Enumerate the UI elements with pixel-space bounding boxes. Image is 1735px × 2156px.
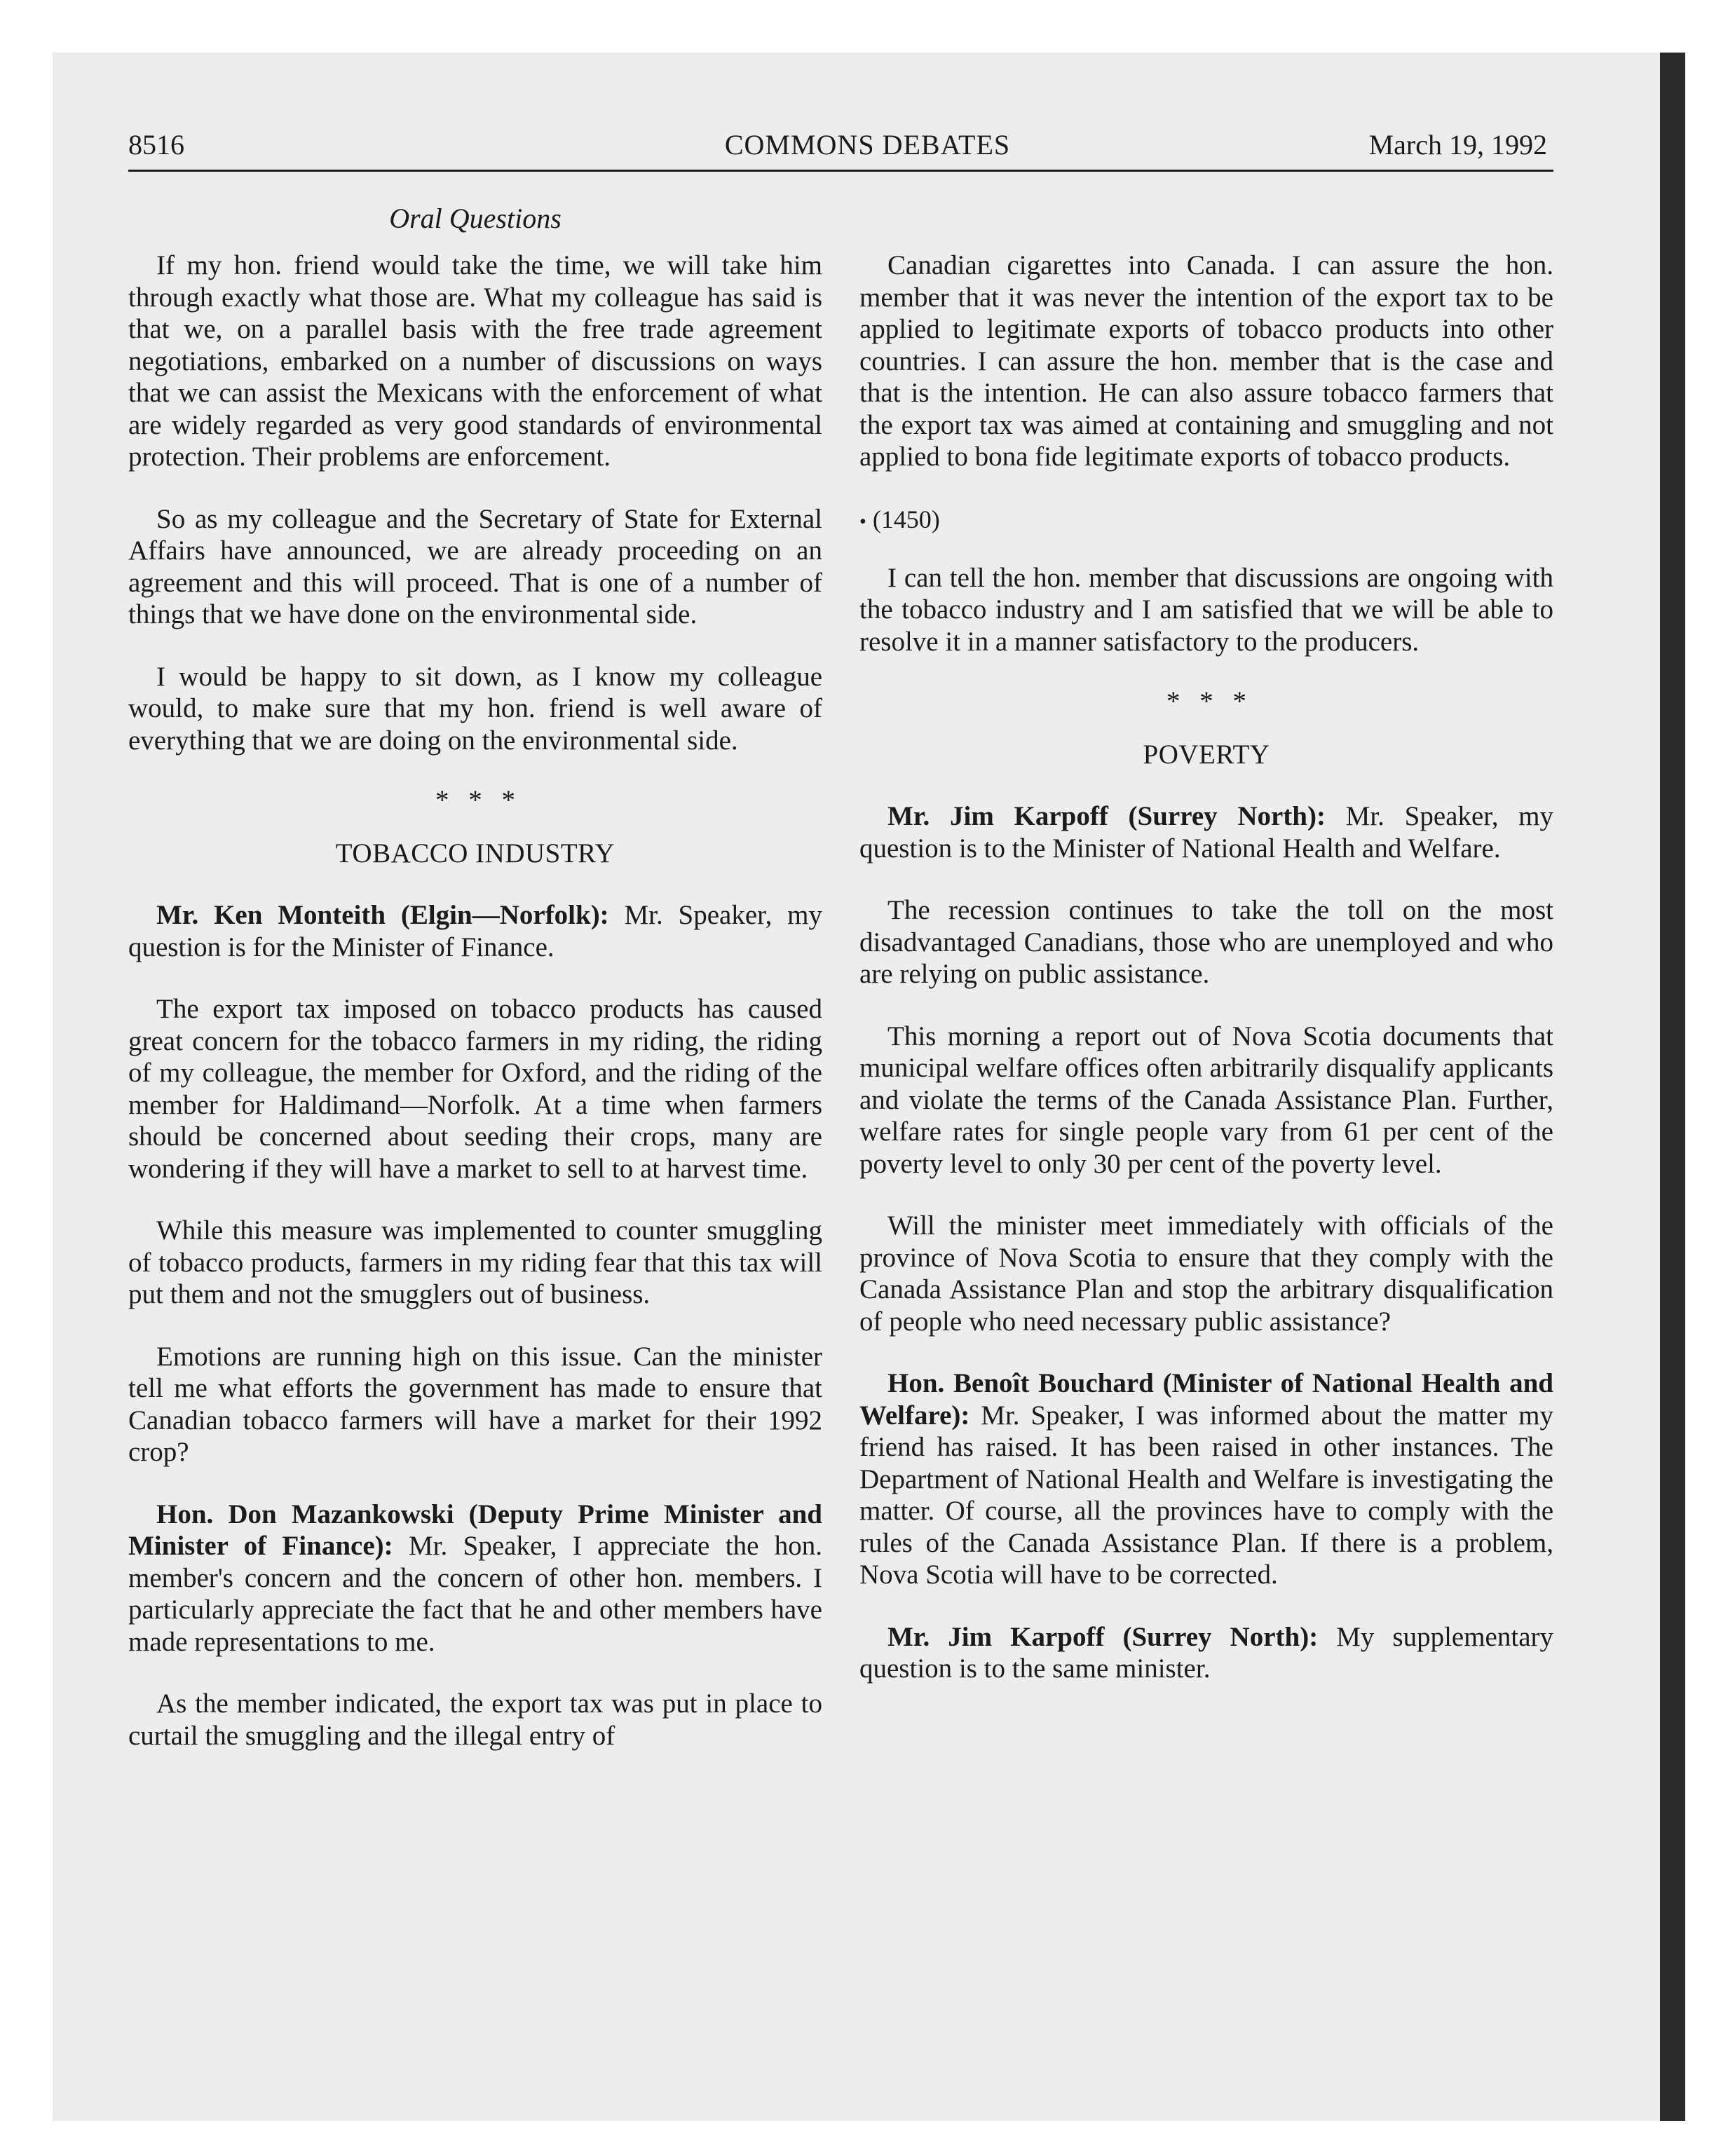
section-separator: * * * — [1166, 686, 1246, 716]
timestamp — [859, 503, 1553, 538]
paragraph: Emotions are running high on this issue. Can the minister tell me what efforts the government has made to ensure that Canadian tobacco farmers will have a market for their 1992 crop? — [128, 1341, 822, 1467]
page-date: March 19, 1992 — [1368, 129, 1547, 161]
section-label: Oral Questions — [389, 203, 562, 234]
section-heading: POVERTY — [1143, 739, 1270, 770]
section-heading: TOBACCO INDUSTRY — [335, 838, 615, 868]
right-column — [859, 250, 1553, 1715]
speech-text: Mr. Speaker, my question is for the Minister of Finance. — [128, 900, 822, 962]
journal-title: COMMONS DEBATES — [724, 129, 1011, 161]
paragraph: The export tax imposed on tobacco products has caused great concern for the tobacco farmers in my riding, the riding of my colleague, the member for Oxford, and the riding of the member for Haldimand—Norfolk. At a time when farmers should be concerned about seeding their crops, many are wondering if they will have a market to sell to at harvest time. — [128, 994, 822, 1184]
section-separator: * * * — [435, 785, 515, 815]
paragraph: I would be happy to sit down, as I know my colleague would, to make sure that my hon. friend is well aware of everything that we are doing on the environmental side. — [128, 661, 822, 756]
paragraph: Will the minister meet immediately with officials of the province of Nova Scotia to ensure that they comply with the Canada Assistance Plan and stop the arbitrary disqualification of people who need necessary public assistance? — [859, 1210, 1553, 1337]
paragraph: If my hon. friend would take the time, we will take him through exactly what those are. What my colleague has said is that we, on a parallel basis with the free trade agreement negotiations, embarked on a number of discussions on ways that we can assist the Mexicans with the enforcement of what are widely regarded as very good standards of environmental protection. Their problems are enforcement. — [128, 250, 822, 472]
paragraph — [859, 1367, 1553, 1591]
header-rule — [128, 170, 1553, 172]
speech-text: My supplementary question is to the same minister. — [859, 1621, 1553, 1684]
paragraph: This morning a report out of Nova Scotia documents that municipal welfare offices often arbitrarily disqualify applicants and violate the terms of the Canada Assistance Plan. Further, welfare rates for single people vary from 61 per cent of the poverty level to only 30 per cent of the poverty level. — [859, 1021, 1553, 1179]
speaker-name: Mr. Ken Monteith (Elgin—Norfolk): — [156, 900, 609, 930]
paragraph: The recession continues to take the toll on the most disadvantaged Canadians, those who are unemployed and who are relying on public assistance. — [859, 895, 1553, 989]
speech-text: Mr. Speaker, I appreciate the hon. member's concern and the concern of other hon. members. I particularly appreciate the fact that he and other members have made representations to me. — [128, 1531, 823, 1657]
speech-text: Mr. Speaker, I was informed about the matter my friend has raised. It has been raised in other instances. The Department of National Health and Welfare is investigating the matter. Of course, all the provinces have to comply with the rules of the Canada Assistance Plan. If there is a problem, Nova Scotia will have to be corrected. — [859, 1400, 1553, 1590]
paragraph: I can tell the hon. member that discussions are ongoing with the tobacco industry and I am satisfied that we will be able to resolve it in a manner satisfactory to the producers. — [859, 562, 1553, 657]
speech-text: Mr. Speaker, my question is to the Minister of National Health and Welfare. — [859, 801, 1553, 864]
paragraph — [859, 1621, 1553, 1685]
speaker-name: Mr. Jim Karpoff (Surrey North): — [887, 801, 1326, 831]
timestamp-text: (1450) — [866, 505, 940, 533]
paragraph — [859, 800, 1553, 864]
left-column — [128, 250, 822, 1782]
paragraph: So as my colleague and the Secretary of State for External Affairs have announced, we are already proceeding on an agreement and this will proceed. That is one of a number of things that we have done on the environmental side. — [128, 503, 822, 629]
paragraph — [128, 1499, 822, 1658]
speaker-name: Hon. Benoît Bouchard (Minister of National Health and Welfare): — [859, 1368, 1553, 1431]
bullet-icon: • — [859, 510, 866, 533]
speaker-name: Mr. Jim Karpoff (Surrey North): — [887, 1621, 1319, 1652]
paragraph: While this measure was implemented to counter smuggling of tobacco products, farmers in my riding fear that this tax will put them and not the smugglers out of business. — [128, 1215, 822, 1309]
paragraph: As the member indicated, the export tax was put in place to curtail the smuggling and the illegal entry of — [128, 1688, 822, 1751]
page-number: 8516 — [128, 129, 184, 161]
page-edge-shadow — [1660, 53, 1685, 2121]
paragraph: Canadian cigarettes into Canada. I can assure the hon. member that it was never the intention of the export tax to be applied to legitimate exports of tobacco products into other countries. I can assure the hon. member that is the case and that is the intention. He can also assure tobacco farmers that the export tax was aimed at containing and smuggling and not applied to bona fide legitimate exports of tobacco products. — [859, 250, 1553, 472]
speaker-name: Hon. Don Mazankowski (Deputy Prime Minister and Minister of Finance): — [128, 1499, 822, 1561]
paragraph — [128, 899, 822, 963]
